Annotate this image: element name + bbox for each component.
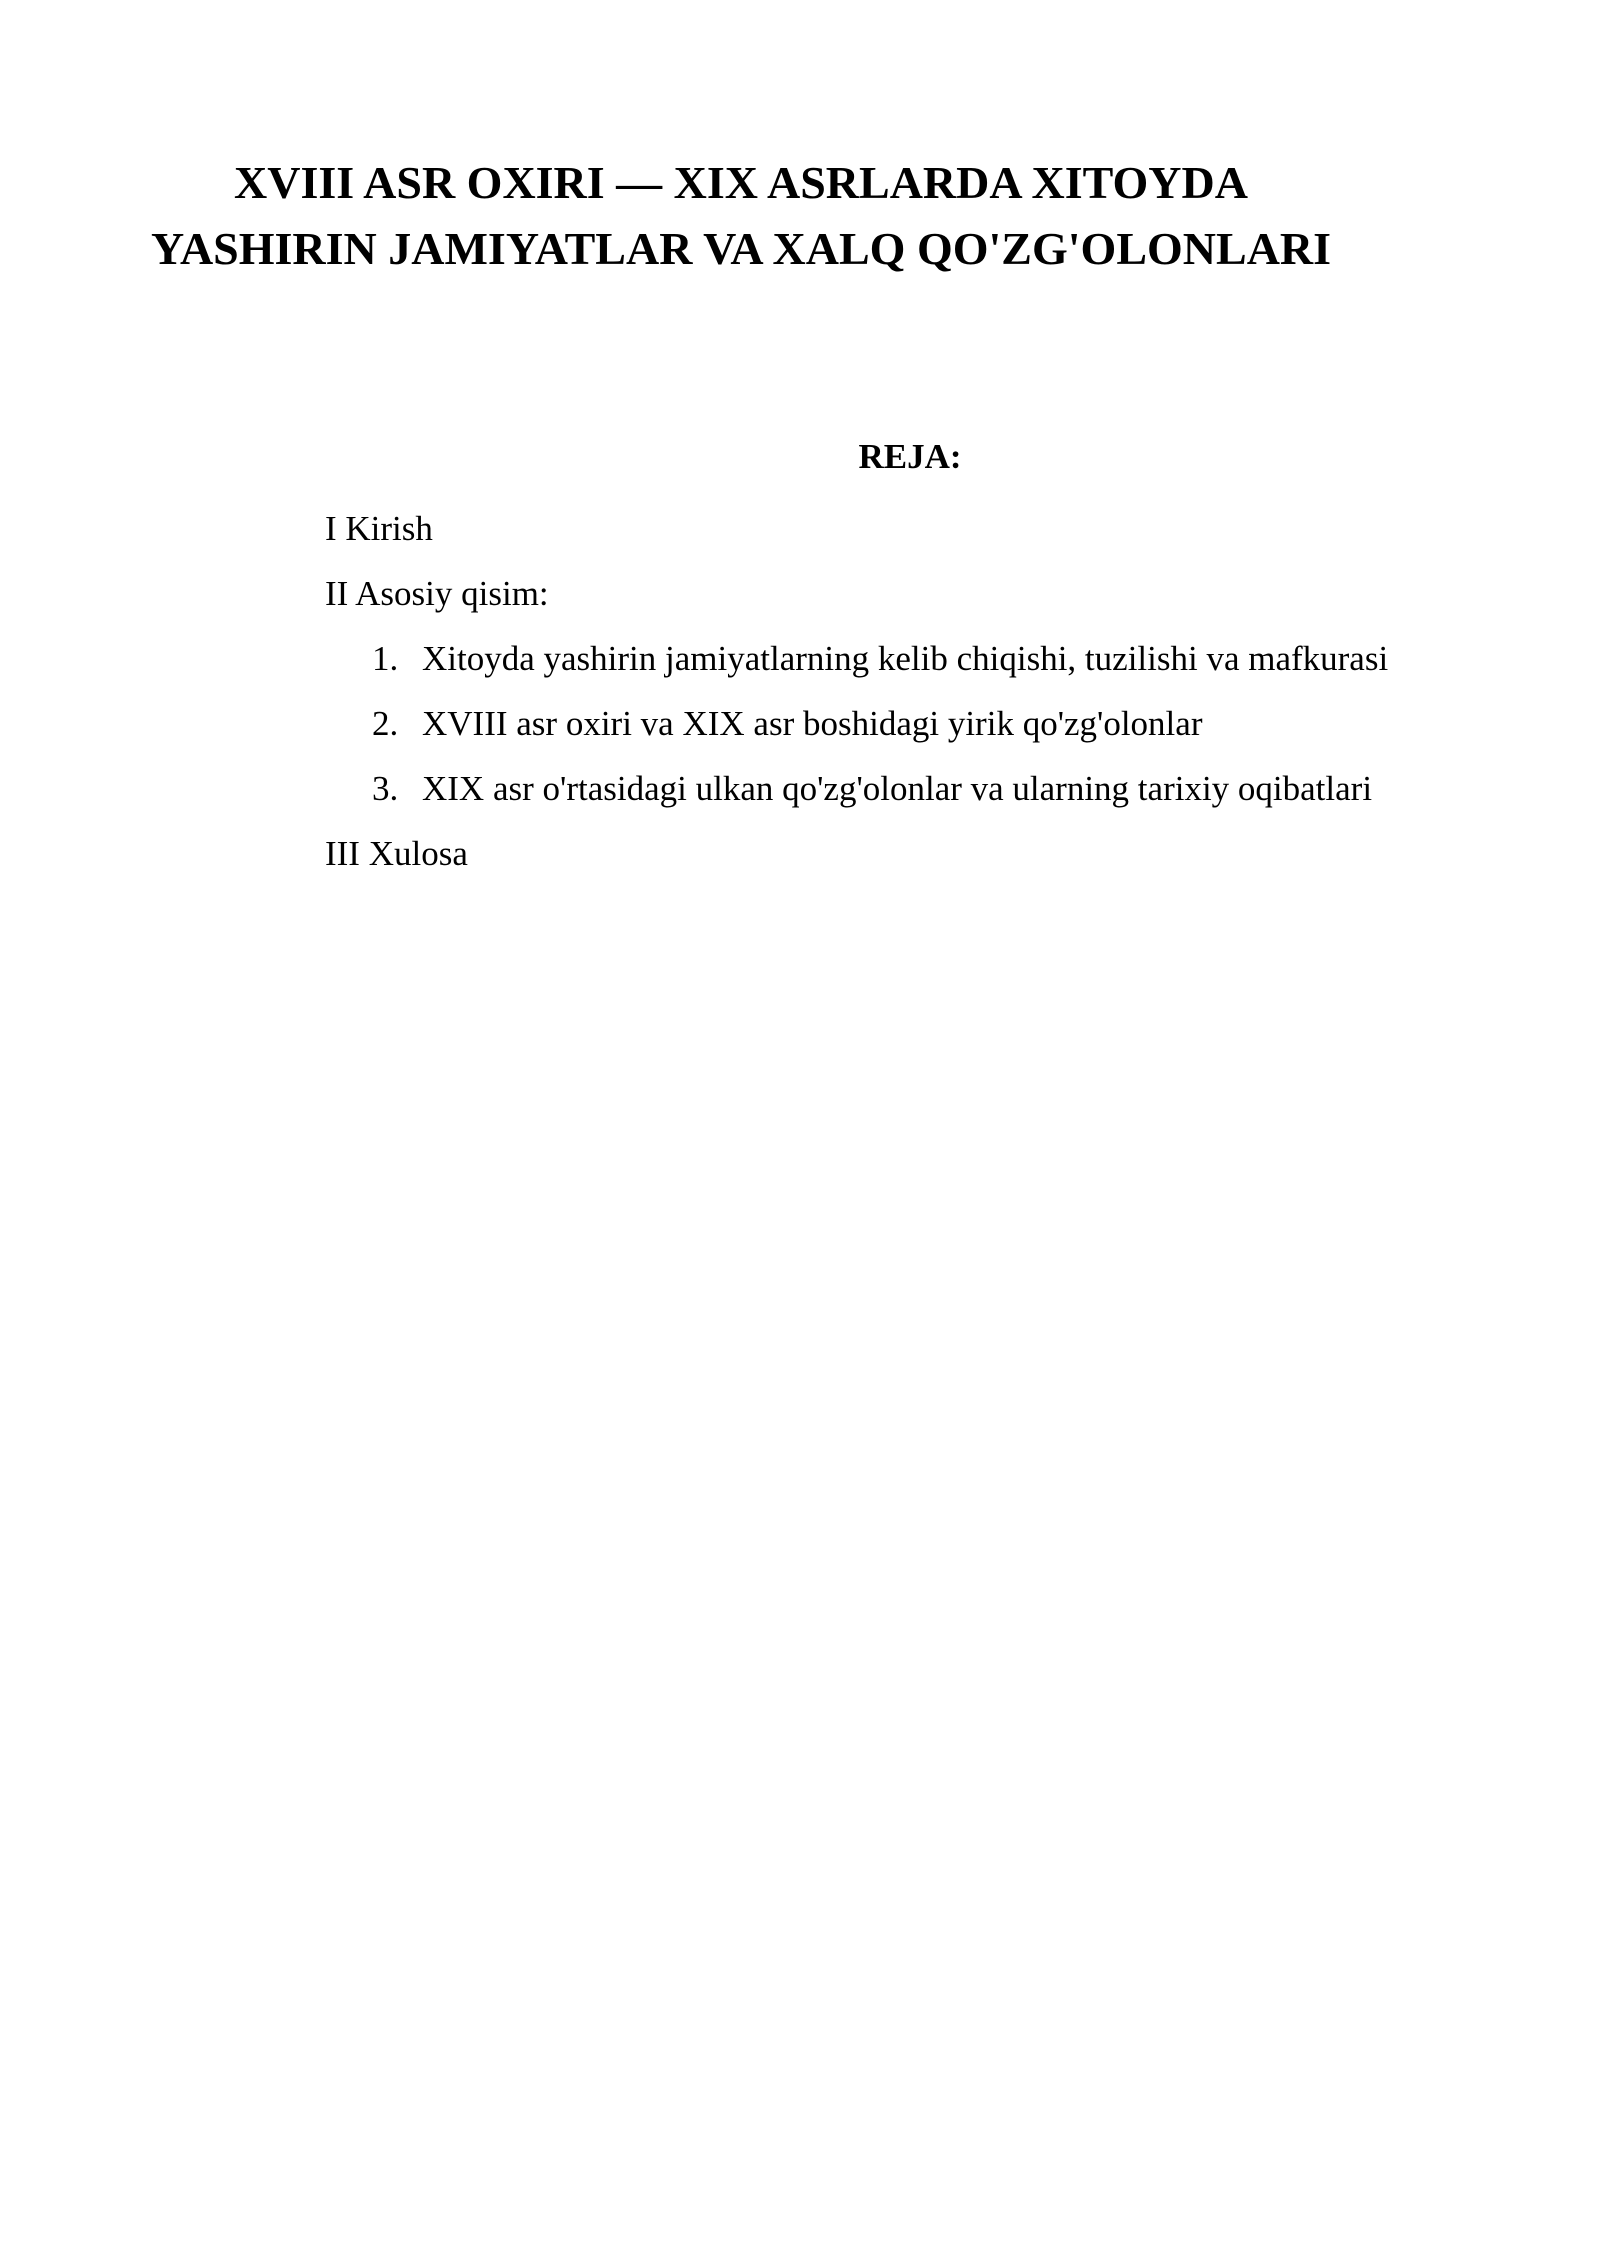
list-item-number: 2.	[372, 704, 399, 743]
list-item-number: 1.	[372, 639, 399, 678]
list-item-text: XVIII asr oxiri va XIX asr boshidagi yirik qo'zg'olonlar	[422, 704, 1203, 743]
outline-conclusion: III Xulosa	[325, 834, 468, 873]
outline-intro: I Kirish	[325, 509, 433, 548]
outline-main-part: II Asosiy qisim:	[325, 574, 549, 613]
list-item	[372, 756, 1525, 821]
plan-outline	[325, 496, 1525, 886]
title-line-1: XVIII ASR OXIRI — XIX ASRLARDA XITOYDA	[234, 157, 1248, 208]
document-title	[0, 150, 1600, 282]
plan-heading: REJA:	[858, 437, 962, 476]
list-item-text: XIX asr o'rtasidagi ulkan qo'zg'olonlar va ularning tarixiy oqibatlari	[422, 769, 1373, 808]
list-item	[372, 626, 1525, 691]
list-item-number: 3.	[372, 769, 399, 808]
main-part-list	[325, 626, 1525, 821]
list-item-text: Xitoyda yashirin jamiyatlarning kelib chiqishi, tuzilishi va mafkurasi	[422, 639, 1389, 678]
title-line-2: YASHIRIN JAMIYATLAR VA XALQ QO'ZG'OLONLARI	[150, 223, 1332, 274]
list-item	[372, 691, 1525, 756]
